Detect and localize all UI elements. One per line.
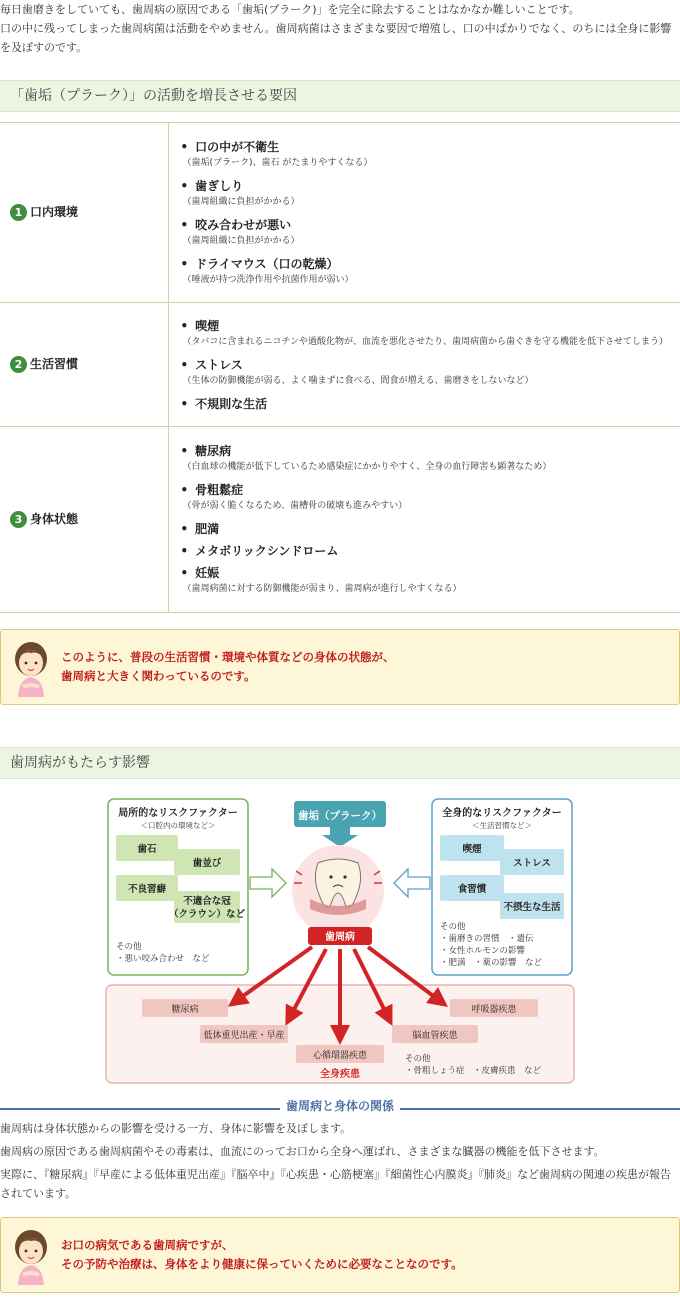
- local-risk-title: 局所的なリスクファクター: [118, 808, 238, 819]
- disease-item: 心循環器疾患: [312, 1051, 368, 1061]
- category-label: 生活習慣: [30, 356, 79, 371]
- items-cell: [168, 303, 680, 427]
- relation-paragraph-1: 歯周病は身体状態からの影響を受ける一方、身体に影響を及ぼします。: [0, 1122, 352, 1135]
- systemic-risk-subtitle: ＜生活習慣など＞: [472, 821, 532, 830]
- systemic-other-label: その他: [440, 922, 466, 932]
- category-label: 口内環境: [30, 204, 79, 219]
- item-title: • 肥満: [181, 520, 673, 538]
- relation-paragraph-3: 実際に、『糖尿病』『早産による低体重児出産』『脳卒中』『心疾患・心筋梗塞』『細菌性心内膜炎』『肺炎』など歯周病の関連の疾患が報告されています。: [0, 1168, 671, 1200]
- impact-section-title: 歯周病がもたらす影響: [0, 747, 680, 779]
- systemic-item: 喫煙: [462, 844, 482, 855]
- number-badge: 1: [10, 204, 27, 221]
- note-line-2: 歯周病と大きく関わっているのです。: [61, 669, 256, 683]
- systemic-item: 不摂生な生活: [503, 902, 561, 913]
- item-desc: （歯周組織に負担がかかる）: [182, 196, 300, 207]
- summary-note-2: [0, 1217, 680, 1293]
- disease-item: 脳血管疾患: [412, 1031, 458, 1041]
- intro-paragraph-1: 毎日歯磨きをしていても、歯周病の原因である「歯垢(プラーク)」を完全に除去することはなかなか難しいことです。: [0, 3, 580, 16]
- local-item: （クラウン）など: [168, 909, 246, 920]
- girl-illustration-icon: [9, 637, 53, 697]
- disease-other-item: ・骨粗しょう症 ・皮膚疾患 など: [405, 1066, 542, 1076]
- girl-illustration-icon: [9, 1225, 53, 1285]
- local-item: 歯石: [137, 844, 157, 855]
- systemic-risk-title: 全身的なリスクファクター: [442, 808, 562, 819]
- item-title: • 妊娠: [181, 564, 673, 582]
- table-row: [0, 123, 680, 303]
- relation-title-text: 歯周病と身体の関係: [280, 1099, 400, 1113]
- disease-other-label: その他: [405, 1054, 431, 1064]
- factors-section-title: 「歯垢（プラーク）」の活動を増長させる要因: [0, 80, 680, 112]
- note-line-1: お口の病気である歯周病ですが、: [61, 1238, 234, 1252]
- systemic-other-item: ・女性ホルモンの影響: [440, 946, 526, 956]
- number-badge: 2: [10, 356, 27, 373]
- number-badge: 3: [10, 511, 27, 528]
- summary-note-1: [0, 629, 680, 705]
- relation-title: [0, 1097, 680, 1119]
- item-desc: （白血球の機能が低下しているため感染症にかかりやすく、全身の血行障害も顕著なため）: [182, 462, 552, 472]
- local-item: 歯並び: [192, 858, 222, 869]
- local-risk-subtitle: ＜口腔内の環境など＞: [140, 821, 216, 830]
- local-item: 不適合な冠: [183, 896, 231, 907]
- impact-diagram-svg: [0, 779, 680, 1091]
- item-title: • 歯ぎしり: [181, 177, 673, 195]
- category-cell: [0, 303, 168, 427]
- item-title: • 糖尿病: [181, 442, 673, 460]
- item-desc: （歯周組織に負担がかかる）: [182, 235, 300, 246]
- local-other-item: ・悪い咬み合わせ など: [116, 954, 210, 964]
- local-arrow-icon: [250, 869, 286, 897]
- systemic-item: 食習慣: [457, 884, 487, 895]
- item-title: • ストレス: [181, 356, 673, 374]
- item-desc: （歯垢(プラーク)、歯石 がたまりやすくなる）: [182, 157, 373, 168]
- items-cell: [168, 427, 680, 613]
- item-title: • 口の中が不衛生: [181, 138, 673, 156]
- disease-item: 糖尿病: [171, 1005, 199, 1015]
- item-title: • メタボリックシンドローム: [181, 542, 673, 560]
- relation-paragraph-2: 歯周病の原因である歯周病菌やその毒素は、血流にのってお口から全身へ運ばれ、さまざまな臓器の機能を低下させます。: [0, 1145, 605, 1158]
- category-cell: [0, 427, 168, 613]
- items-cell: [168, 123, 680, 303]
- item-desc: （唾液が持つ洗浄作用や抗菌作用が弱い）: [182, 274, 354, 285]
- systemic-other-item: ・歯磨きの習慣 ・遺伝: [440, 934, 534, 944]
- disease-label: 全身疾患: [320, 1069, 360, 1080]
- category-cell: [0, 123, 168, 303]
- local-other-label: その他: [116, 942, 142, 952]
- factors-table: [0, 122, 680, 613]
- item-desc: （骨が弱く脆くなるため、歯槽骨の破壊も進みやすい）: [182, 501, 408, 511]
- systemic-other-item: ・肥満 ・薬の影響 など: [440, 958, 543, 968]
- category-label: 身体状態: [30, 511, 79, 526]
- item-title: • 咬み合わせが悪い: [181, 216, 673, 234]
- note-line-1: このように、普段の生活習慣・環境や体質などの身体の状態が、: [61, 650, 395, 664]
- disease-item: 呼吸器疾患: [471, 1005, 517, 1015]
- systemic-item: ストレス: [513, 858, 551, 869]
- impact-diagram: [0, 779, 680, 1091]
- item-desc: （生体の防御機能が弱る、よく噛まずに食べる、間食が増える、歯磨きをしないなど）: [182, 375, 534, 386]
- table-row: [0, 427, 680, 613]
- plaque-arrow-icon: [322, 827, 358, 847]
- item-title: • 不規則な生活: [181, 395, 673, 413]
- systemic-arrow-icon: [394, 869, 430, 897]
- plaque-label: 歯垢（プラーク）: [298, 810, 382, 822]
- local-item: 不良習癖: [127, 884, 167, 895]
- item-desc: （歯周病菌に対する防御機能が弱まり、歯周病が進行しやすくなる）: [182, 584, 462, 594]
- item-title: • 喫煙: [181, 317, 673, 335]
- item-title: • ドライマウス（口の乾燥）: [181, 255, 673, 273]
- disease-item: 低体重児出産・早産: [203, 1031, 285, 1041]
- table-row: [0, 303, 680, 427]
- intro-paragraph-2: 口の中に残ってしまった歯周病菌は活動をやめません。歯周病菌はさまざまな要因で増殖し、口の中ばかりでなく、のちには全身に影響を及ぼすのです。: [0, 22, 672, 54]
- center-label: 歯周病: [325, 932, 355, 943]
- item-title: • 骨粗鬆症: [181, 481, 673, 499]
- note-line-2: その予防や治療は、身体をより健康に保っていくために必要なことなのです。: [61, 1257, 463, 1271]
- item-desc: （タバコに含まれるニコチンや過酸化物が、血流を悪化させたり、歯周病菌から歯ぐきを守る機能を低下させてしまう）: [182, 336, 668, 347]
- intro: [0, 0, 680, 80]
